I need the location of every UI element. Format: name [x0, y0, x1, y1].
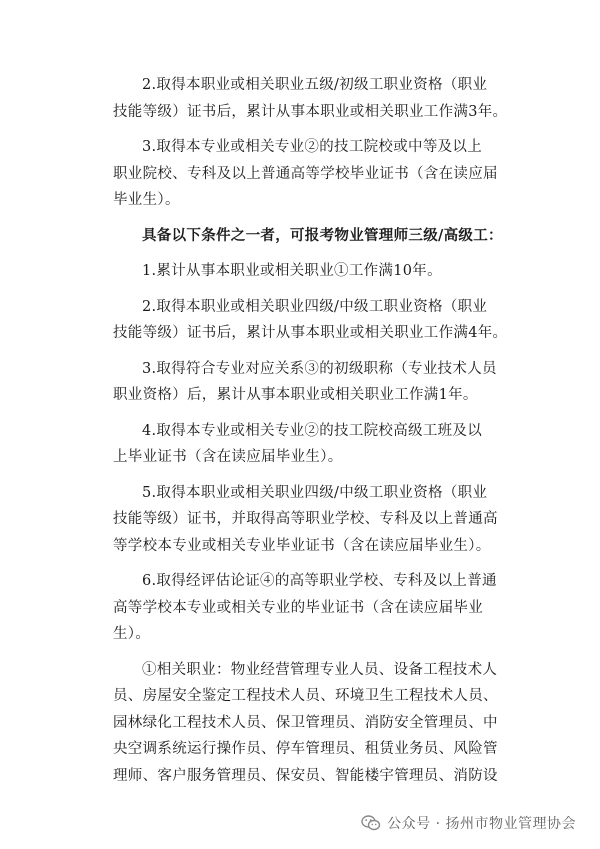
document-body [113, 72, 511, 798]
paragraph [113, 258, 511, 285]
paragraph [113, 480, 511, 560]
paragraph [113, 657, 511, 790]
text-line: 5.取得本职业或相关职业四级/中级工职业资格（职业 [142, 484, 488, 501]
text-line: 4.取得本专业或相关专业②的技工院校高级工班及以 [142, 422, 483, 439]
text-line: ①相关职业：物业经营管理专业人员、设备工程技术人 [142, 661, 498, 678]
watermark-text: 公众号 · 扬州市物业管理协会 [387, 816, 576, 832]
text-line: 3.取得本专业或相关专业②的技工院校或中等及以上 [142, 139, 483, 155]
text-line: 理师、客户服务管理员、保安员、智能楼宇管理员、消防设 [113, 767, 498, 784]
text-line: 园林绿化工程技术人员、保卫管理员、消防安全管理员、中 [113, 714, 498, 731]
text-line: 等学校本专业或相关专业毕业证书（含在读应届毕业生）。 [113, 537, 491, 554]
text-line: 上毕业证书（含在读应届毕业生）。 [113, 449, 343, 465]
paragraph [113, 72, 511, 125]
paragraph [113, 294, 511, 347]
wechat-icon [361, 815, 381, 831]
text-line: 1.累计从事本职业或相关职业①工作满10年。 [142, 263, 442, 279]
text-line: 职业资格）后，累计从事本职业或相关职业工作满1年。 [113, 387, 478, 403]
paragraph [113, 568, 511, 648]
section-heading [113, 223, 511, 250]
text-line: 2.取得本职业或相关职业四级/中级工职业资格（职业 [142, 298, 488, 315]
text-line: 生）。 [113, 626, 151, 642]
text-line: 技能等级）证书后，累计从事本职业或相关职业工作满4年。 [113, 325, 508, 341]
paragraph [113, 418, 511, 471]
text-line: 员、房屋安全鉴定工程技术人员、环境卫生工程技术人员、 [113, 688, 498, 704]
text-line: 技能等级）证书后，累计从事本职业或相关职业工作满3年。 [113, 103, 508, 120]
text-line: 央空调系统运行操作员、停车管理员、租赁业务员、风险管 [113, 741, 498, 757]
paragraph [113, 134, 511, 214]
text-line: 技能等级）证书，并取得高等职业学校、专科及以上普通高 [113, 511, 498, 527]
text-line: 2.取得本职业或相关职业五级/初级工职业资格（职业 [142, 77, 488, 93]
text-line: 毕业生）。 [113, 192, 180, 208]
text-line: 6.取得经评估论证④的高等职业学校、专科及以上普通 [142, 573, 497, 589]
text-line: 高等学校本专业或相关专业的毕业证书（含在读应届毕业 [113, 599, 483, 616]
text-line: 具备以下条件之一者，可报考物业管理师三级/高级工： [142, 226, 503, 244]
paragraph [113, 356, 511, 409]
text-line: 3.取得符合专业对应关系③的初级职称（专业技术人员 [142, 360, 497, 377]
text-line: 职业院校、专科及以上普通高等学校毕业证书（含在读应届 [113, 165, 498, 182]
wechat-watermark [357, 811, 580, 835]
